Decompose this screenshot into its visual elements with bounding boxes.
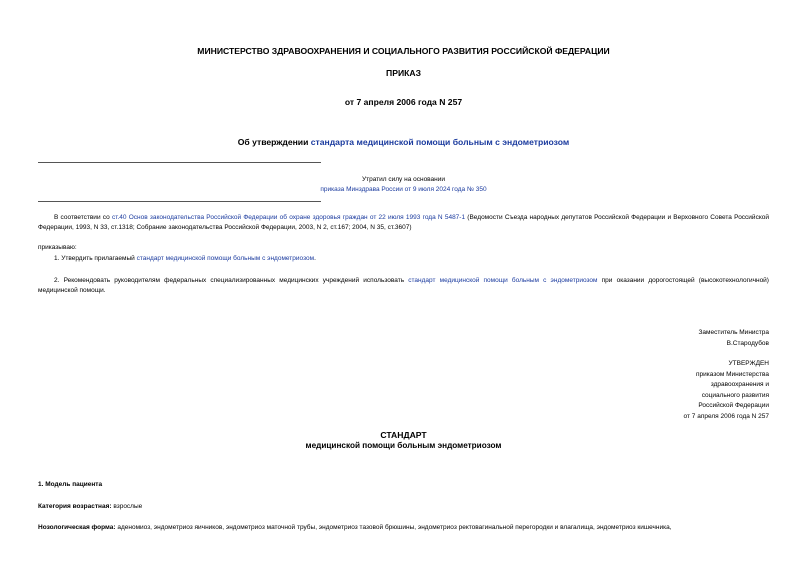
preamble-text-end: (Ведомости Съезда народных депутатов Российской Федерации и Верховного Совета Российской Федерации, 1993, N 33, ст.1318; Собрание законодательства Российской Федерации, 2003, N 2, ст.167; 2004, N 35, ст.3607) <box>38 214 769 231</box>
section-1-heading: 1. Модель пациента <box>38 481 103 488</box>
validity-note <box>0 175 807 195</box>
approval-block <box>684 359 769 422</box>
preamble-text-start: В соответствии со <box>54 214 112 221</box>
order-title-link[interactable]: стандарта медицинской помощи больным с эндометриозом <box>310 137 570 147</box>
age-value: взрослые <box>111 503 143 510</box>
validity-line: Утратил силу на основании <box>361 176 446 183</box>
divider-bottom <box>38 201 321 202</box>
signature-position: Заместитель Министра <box>698 329 769 336</box>
orders-line: приказываю: <box>38 244 77 251</box>
approval-line: УТВЕРЖДЕН <box>728 360 769 367</box>
date-number: от 7 апреля 2006 года N 257 <box>344 97 463 107</box>
approval-line: от 7 апреля 2006 года N 257 <box>683 412 769 420</box>
validity-link[interactable]: приказа Минздрава России от 9 июля 2024 года № 350 <box>320 186 487 193</box>
approval-line: приказом Министерства <box>696 370 769 378</box>
preamble-law-link[interactable]: ст.40 Основ законодательства Российской Федерации об охране здоровья граждан от 22 июля 1993 года N 5487-1 <box>111 214 466 221</box>
standard-subtitle: медицинской помощи больным эндометриозом <box>305 441 502 450</box>
approval-line: здравоохранения и <box>710 381 769 388</box>
item-1-text: 1. Утвердить прилагаемый <box>54 255 137 262</box>
preamble-paragraph <box>38 213 769 233</box>
signature-block <box>699 328 770 349</box>
nosology-form <box>38 523 769 533</box>
item-2-text: 2. Рекомендовать руководителям федеральных специализированных медицинских учреждений использовать <box>54 277 409 284</box>
order-title-prefix: Об утверждении <box>237 137 311 147</box>
standard-title: СТАНДАРТ <box>380 430 427 440</box>
age-category <box>38 502 769 512</box>
item-1-link[interactable]: стандарт медицинской помощи больным с эндометриозом <box>136 255 315 262</box>
item-2-link[interactable]: стандарт медицинской помощи больным с эндометриозом <box>408 277 598 284</box>
nosology-label: Нозологическая форма: <box>38 524 116 531</box>
approval-line: Российской Федерации <box>698 402 769 409</box>
doc-type-heading: ПРИКАЗ <box>386 68 421 78</box>
approval-line: социального развития <box>701 391 769 399</box>
order-title <box>0 137 807 147</box>
signature-name: В.Стародубов <box>726 339 769 347</box>
divider-top <box>38 162 321 163</box>
item-2 <box>38 276 769 296</box>
item-1-end: . <box>314 255 316 262</box>
item-1 <box>38 254 769 264</box>
age-label: Категория возрастная: <box>38 503 112 510</box>
nosology-value: аденомиоз, эндометриоз яичников, эндометриоз маточной трубы, эндометриоз тазовой брюшины, эндометриоз ректовагинальной перегородки и влагалища, эндометриоз кишечника, <box>115 524 672 531</box>
item-2-end: при оказании дорогостоящей (высокотехнологичной) медицинской помощи. <box>38 277 769 294</box>
ministry-heading: МИНИСТЕРСТВО ЗДРАВООХРАНЕНИЯ И СОЦИАЛЬНОГО РАЗВИТИЯ РОССИЙСКОЙ ФЕДЕРАЦИИ <box>197 46 610 56</box>
